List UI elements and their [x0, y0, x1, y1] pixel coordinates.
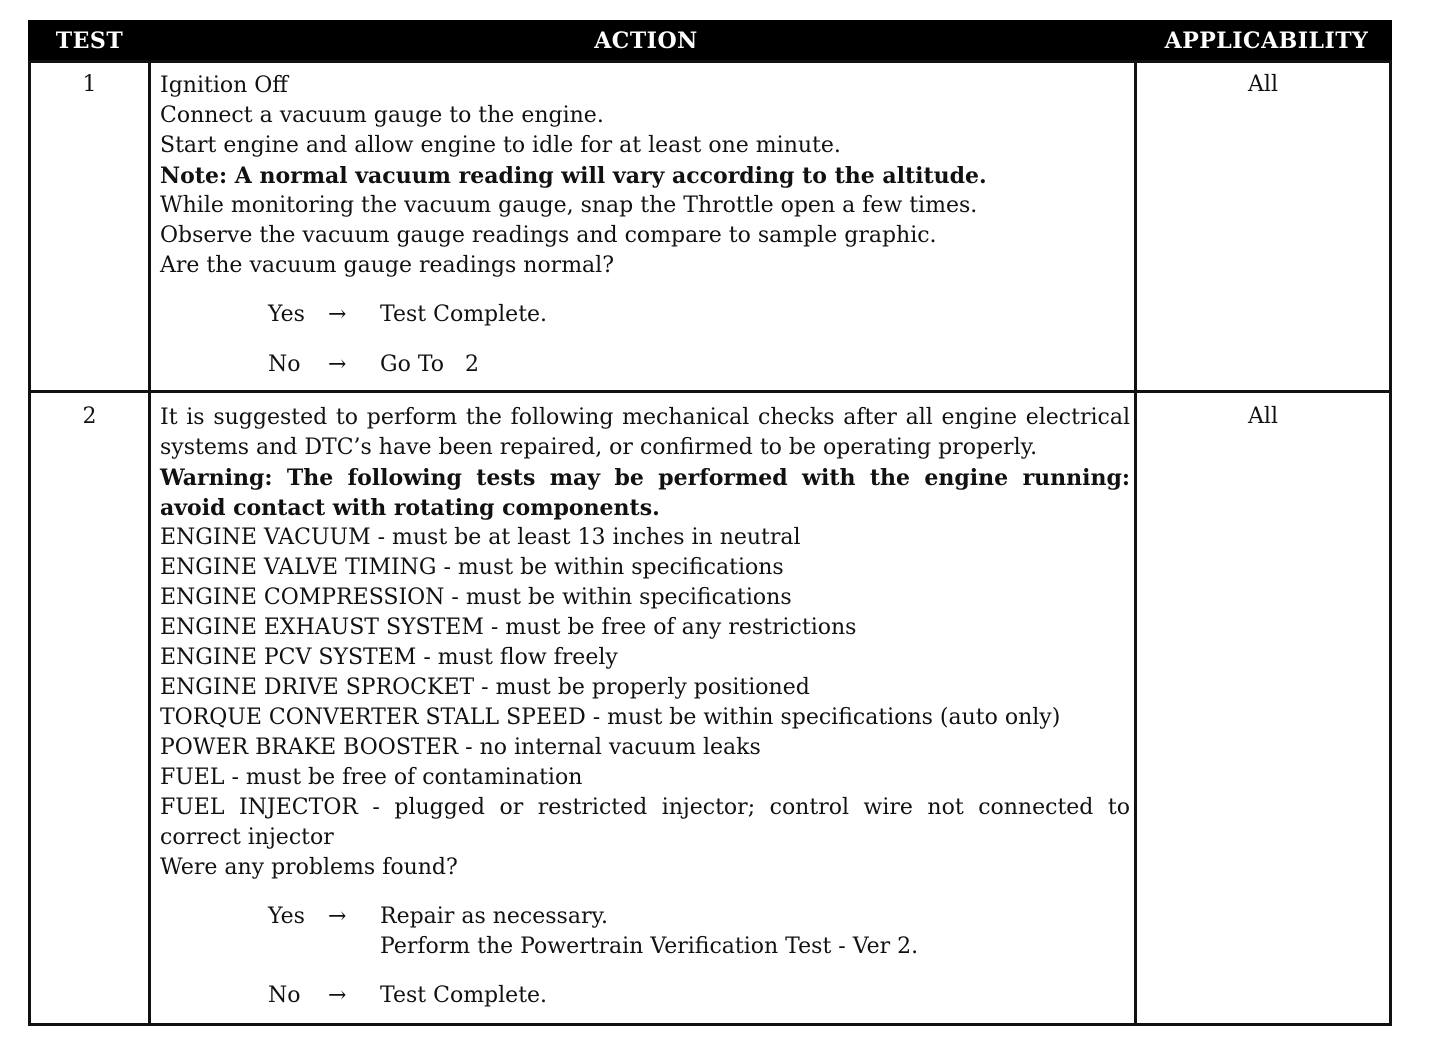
warning-text: Warning: The following tests may be performed with the engine running: avoid contact with rotating components. — [160, 465, 1130, 521]
check-item: ENGINE DRIVE SPROCKET - must be properly positioned — [160, 675, 810, 700]
yes-label: Yes — [268, 302, 305, 327]
check-item: ENGINE VACUUM - must be at least 13 inches in neutral — [160, 525, 801, 550]
yes-label: Yes — [268, 904, 305, 929]
no-result: Go To 2 — [380, 352, 479, 377]
action-line: Connect a vacuum gauge to the engine. — [160, 103, 604, 128]
question-line: Were any problems found? — [160, 855, 458, 880]
no-answer — [160, 981, 1130, 1011]
table-header — [28, 20, 1392, 60]
check-item: POWER BRAKE BOOSTER - no internal vacuum leaks — [160, 735, 761, 760]
column-divider — [148, 60, 151, 1023]
action-cell-1 — [160, 71, 1130, 380]
note-line: Note: A normal vacuum reading will vary according to the altitude. — [160, 163, 987, 189]
no-result: Test Complete. — [380, 983, 548, 1008]
arrow-right-icon: → — [328, 302, 347, 327]
test-number-2: 2 — [82, 404, 97, 429]
header-test: TEST — [55, 28, 124, 54]
action-line: Observe the vacuum gauge readings and compare to sample graphic. — [160, 223, 937, 248]
intro-text: It is suggested to perform the following mechanical checks after all engine electrical systems and DTC’s have been repaired, or confirmed to be operating properly. — [160, 405, 1130, 460]
yes-result: Perform the Powertrain Verification Test - Ver 2. — [380, 934, 919, 959]
applicability-2: All — [1248, 404, 1278, 429]
check-item: ENGINE PCV SYSTEM - must flow freely — [160, 645, 618, 670]
action-cell-2 — [160, 403, 1130, 1011]
yes-answer-continued — [160, 932, 1130, 962]
row-divider — [31, 390, 1389, 393]
check-item: ENGINE VALVE TIMING - must be within specifications — [160, 555, 784, 580]
arrow-right-icon: → — [328, 983, 347, 1008]
action-line: Ignition Off — [160, 73, 288, 98]
header-action: ACTION — [594, 28, 698, 54]
diagnostic-table — [28, 20, 1392, 1026]
yes-answer — [160, 300, 1130, 330]
applicability-1: All — [1248, 72, 1278, 97]
check-item: ENGINE COMPRESSION - must be within specifications — [160, 585, 792, 610]
header-applicability: APPLICABILITY — [1164, 28, 1369, 54]
no-answer — [160, 350, 1130, 380]
question-line: Are the vacuum gauge readings normal? — [160, 253, 615, 278]
no-label: No — [268, 352, 301, 377]
check-item: FUEL - must be free of contamination — [160, 765, 583, 790]
test-number-1: 1 — [82, 72, 97, 97]
row-divider — [31, 60, 1389, 63]
yes-result: Repair as necessary. — [380, 904, 608, 929]
action-line: Start engine and allow engine to idle for at least one minute. — [160, 133, 841, 158]
yes-answer — [160, 902, 1130, 932]
arrow-right-icon: → — [328, 904, 347, 929]
action-line: While monitoring the vacuum gauge, snap the Throttle open a few times. — [160, 193, 978, 218]
check-item: ENGINE EXHAUST SYSTEM - must be free of any restrictions — [160, 615, 857, 640]
no-label: No — [268, 983, 301, 1008]
column-divider — [1134, 60, 1137, 1023]
check-item: TORQUE CONVERTER STALL SPEED - must be within specifications (auto only) — [160, 705, 1061, 730]
check-item: FUEL INJECTOR - plugged or restricted injector; control wire not connected to correct injector — [160, 795, 1130, 850]
yes-result: Test Complete. — [380, 302, 548, 327]
arrow-right-icon: → — [328, 352, 347, 377]
